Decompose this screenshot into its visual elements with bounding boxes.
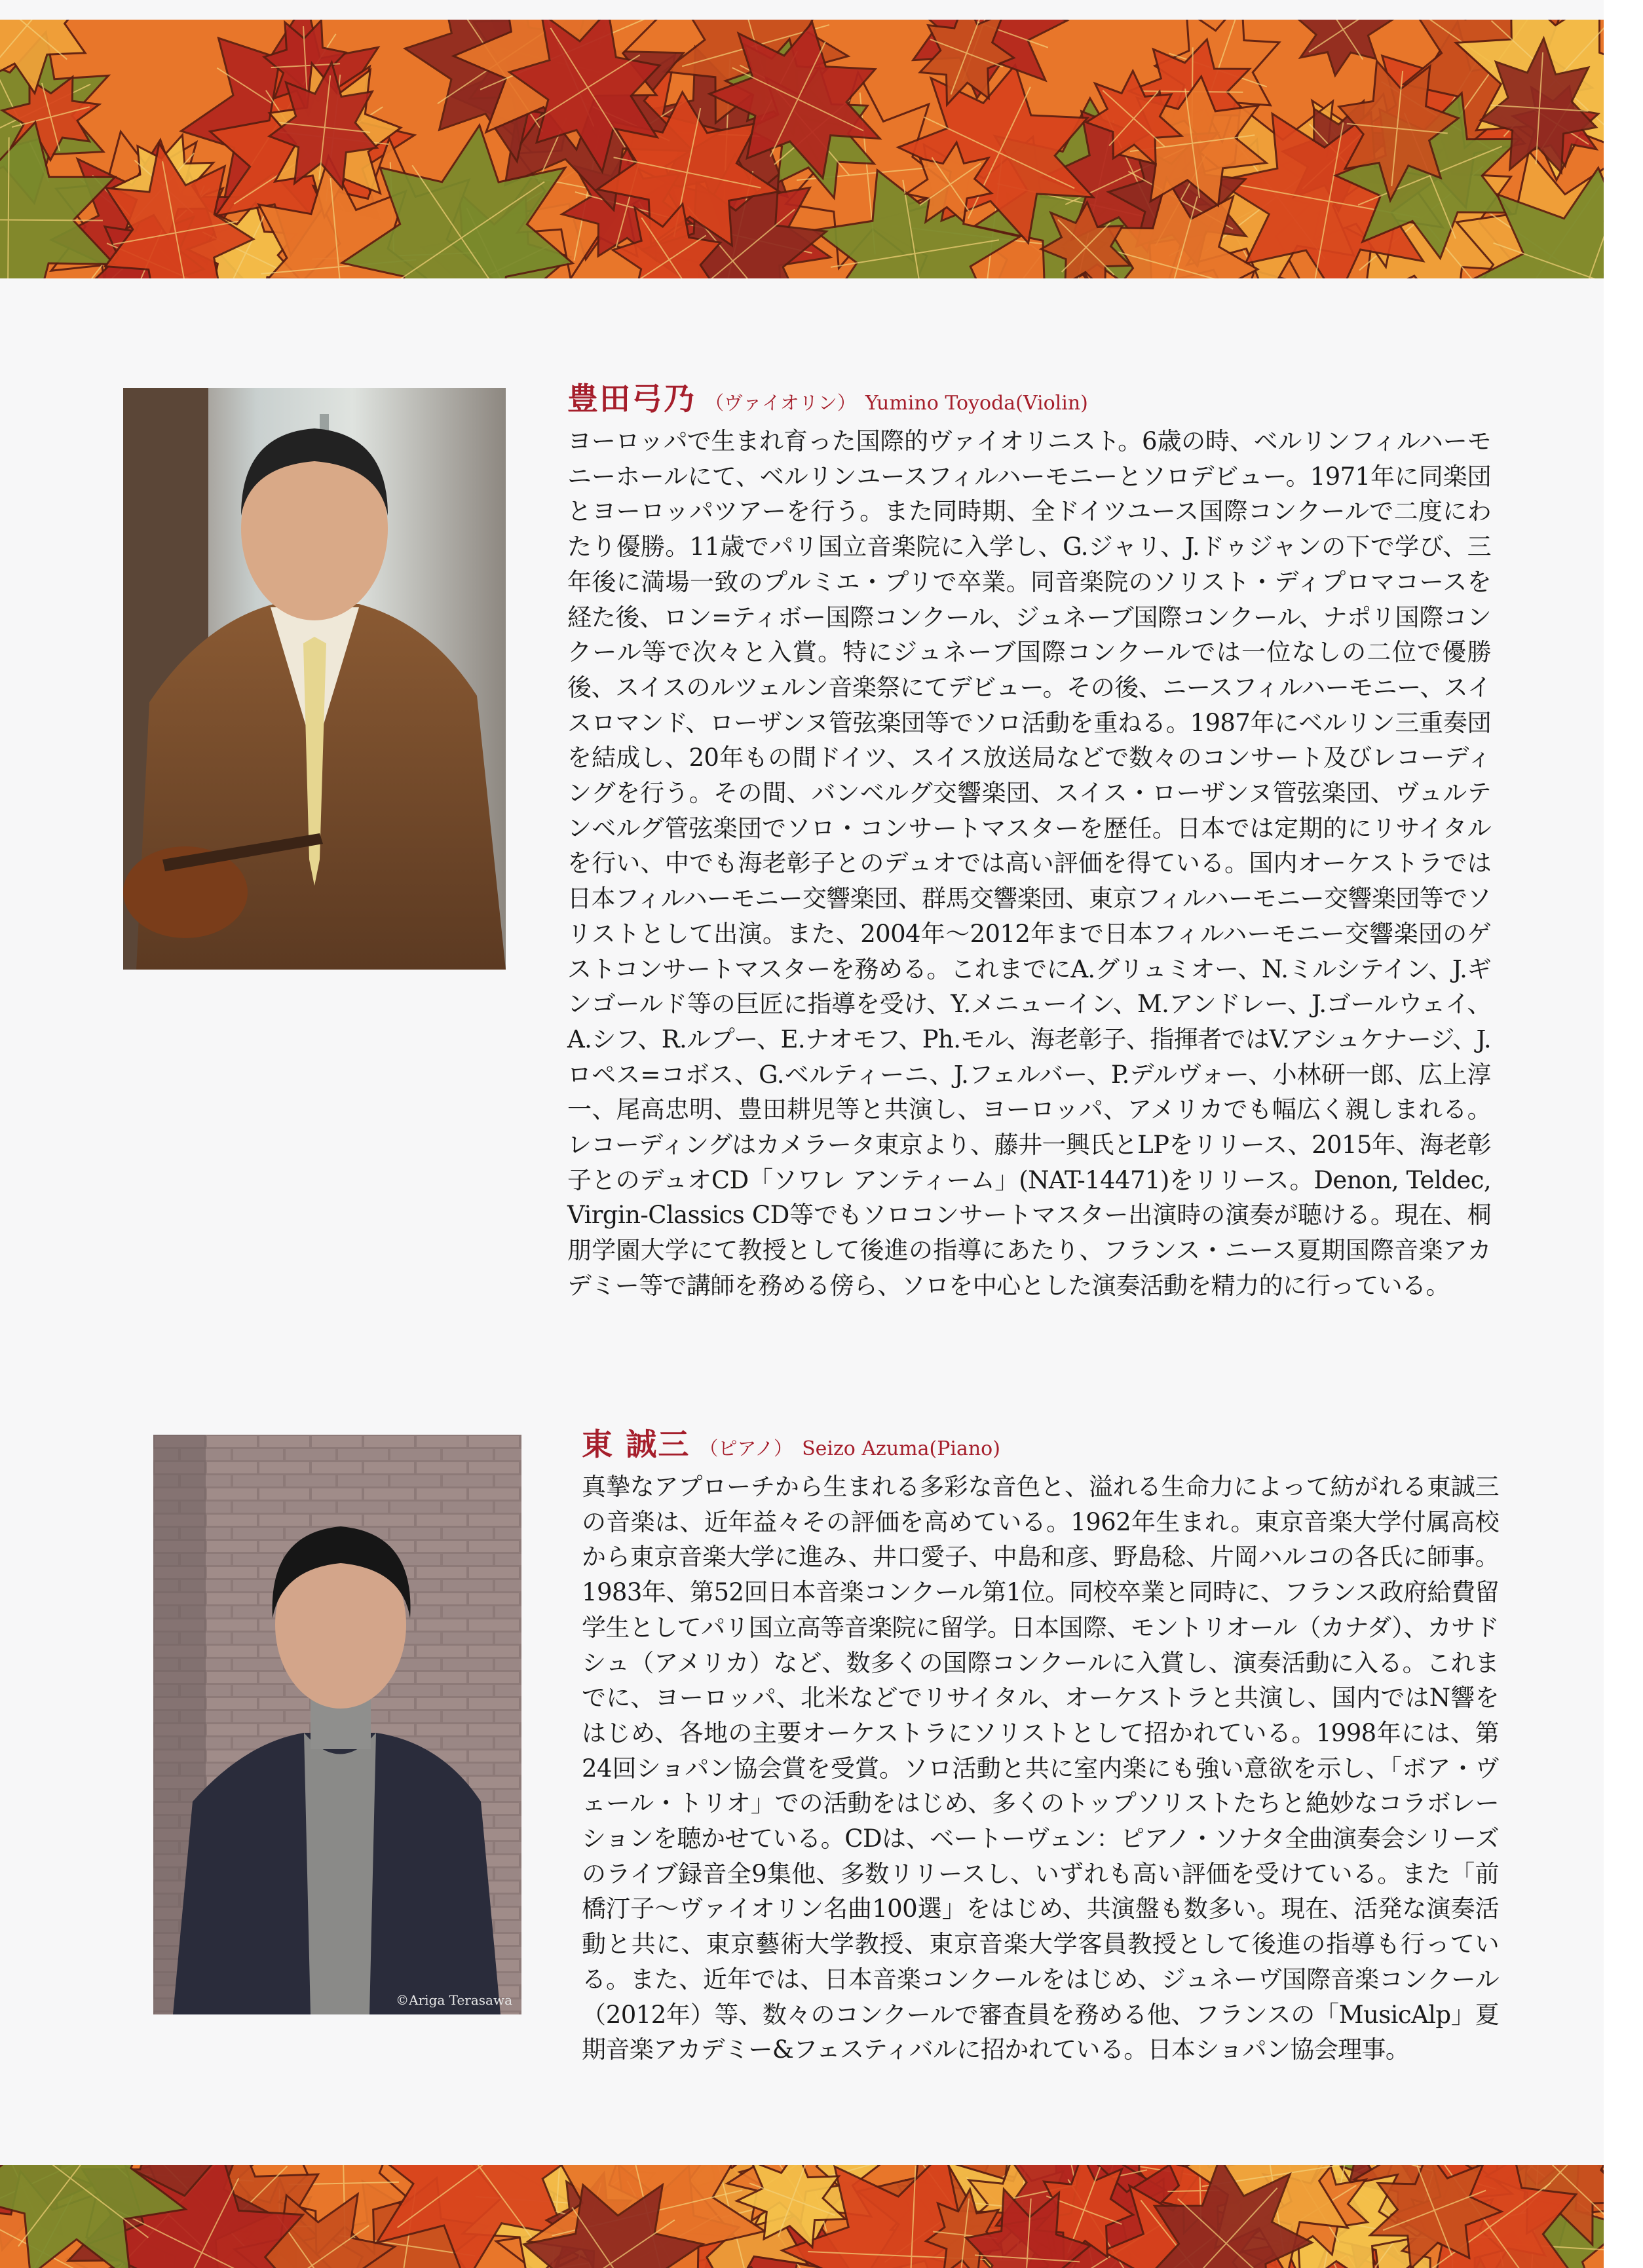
- pianist-portrait: [153, 1435, 521, 2014]
- performer-name-roman: Yumino Toyoda(Violin): [865, 392, 1088, 415]
- bio-heading: [582, 1420, 1499, 1464]
- pianist-portrait-icon: [153, 1435, 521, 2014]
- page-edge: [1604, 0, 1643, 2268]
- performer-instrument-ja: （ヴァイオリン）: [705, 392, 856, 414]
- autumn-leaves-banner-bottom: [0, 2165, 1604, 2268]
- performer-name-ja: 東 誠三: [582, 1427, 690, 1463]
- autumn-leaves-icon: [0, 20, 1604, 278]
- performer-bio-toyoda: [567, 375, 1491, 1304]
- violinist-portrait: [123, 388, 506, 970]
- violinist-portrait-icon: [123, 388, 506, 970]
- performer-biography: 真摯なアプローチから生まれる多彩な音色と、溢れる生命力によって紡がれる東誠三の音楽は、近年益々その評価を高めている。1962年生まれ。東京音楽大学付属高校から東京音楽大学に進み、井口愛子、中島和彦、野島稔、片岡ハルコの各氏に師事。1983年、第52回日本音楽コンクール第1位。同校卒業と同時に、フランス政府給費留学生としてパリ国立高等音楽院に留学。日本国際、モントリオール（カナダ）、カサドシュ（アメリカ）など、数多くの国際コンクールに入賞し、演奏活動に入る。これまでに、ヨーロッパ、北米などでリサイタル、オーケストラと共演し、国内ではN響をはじめ、各地の主要オーケストラにソリストとして招かれている。1998年には、第24回ショパン協会賞を受賞。ソロ活動と共に室内楽にも強い意欲を示し、「ボア・ヴェール・トリオ」での活動をはじめ、多くのトップソリストたちと絶妙なコラボレーションを聴かせている。CDは、ベートーヴェン：ピアノ・ソナタ全曲演奏会シリーズのライブ録音全9集他、多数リリースし、いずれも高い評価を受けている。また「前橋汀子～ヴァイオリン名曲100選」をはじめ、共演盤も数多い。現在、活発な演奏活動と共に、東京藝術大学教授、東京音楽大学客員教授として後進の指導も行っている。また、近年では、日本音楽コンクールをはじめ、ジュネーヴ国際音楽コンクール（2012年）等、数々のコンクールで審査員を務める他、フランスの「MusicAlp」夏期音楽アカデミー&フェスティバルに招かれている。日本ショパン協会理事。: [582, 1473, 1499, 2064]
- performer-bio-azuma: [582, 1420, 1499, 2068]
- autumn-leaves-icon: [0, 2165, 1604, 2268]
- performer-instrument-ja: （ピアノ）: [699, 1437, 793, 1460]
- performer-biography: ヨーロッパで生まれ育った国際的ヴァイオリニスト。6歳の時、ベルリンフィルハーモニーホールにて、ベルリンユースフィルハーモニーとソロデビュー。1971年に同楽団とヨーロッパツアーを行う。また同時期、全ドイツユース国際コンクールで二度にわたり優勝。11歳でパリ国立音楽院に入学し、G.ジャリ、J.ドゥジャンの下で学び、三年後に満場一致のプルミエ・プリで卒業。同音楽院のソリスト・ディプロマコースを経た後、ロン=ティボー国際コンクール、ジュネーブ国際コンクール、ナポリ国際コンクール等で次々と入賞。特にジュネーブ国際コンクールでは一位なしの二位で優勝後、スイスのルツェルン音楽祭にてデビュー。その後、ニースフィルハーモニー、スイスロマンド、ローザンヌ管弦楽団等でソロ活動を重ねる。1987年にベルリン三重奏団を結成し、20年もの間ドイツ、スイス放送局などで数々のコンサート及びレコーディングを行う。その間、バンベルグ交響楽団、スイス・ローザンヌ管弦楽団、ヴュルテンベルグ管弦楽団でソロ・コンサートマスターを歴任。日本では定期的にリサイタルを行い、中でも海老彰子とのデュオでは高い評価を得ている。国内オーケストラでは日本フィルハーモニー交響楽団、群馬交響楽団、東京フィルハーモニー交響楽団等でソリストとして出演。また、2004年～2012年まで日本フィルハーモニー交響楽団のゲストコンサートマスターを務める。これまでにA.グリュミオー、N.ミルシテイン、J.ギンゴールド等の巨匠に指導を受け、Y.メニューイン、M.アンドレー、J.ゴールウェイ、A.シフ、R.ルプー、E.ナオモフ、Ph.モル、海老彰子、指揮者ではV.アシュケナージ、J.ロペス=コボス、G.ベルティーニ、J.フェルバー、P.デルヴォー、小林研一郎、広上淳一、尾高忠明、豊田耕児等と共演し、ヨーロッパ、アメリカでも幅広く親しまれる。レコーディングはカメラータ東京より、藤井一興氏とLPをリリース、2015年、海老彰子とのデュオCD「ソワレ アンティーム」(NAT-14471)をリリース。Denon, Teldec, Virgin-Classics CD等でもソロコンサートマスター出演時の演奏が聴ける。現在、桐朋学園大学にて教授として後進の指導にあたり、フランス・ニース夏期国際音楽アカデミー等で講師を務める傍ら、ソロを中心とした演奏活動を精力的に行っている。: [567, 427, 1491, 1300]
- autumn-leaves-banner-top: [0, 20, 1604, 278]
- bio-heading: [567, 375, 1491, 419]
- photo-credit: ©Ariga Terasawa: [396, 1992, 512, 2008]
- performer-name-ja: 豊田弓乃: [567, 381, 696, 417]
- performer-name-roman: Seizo Azuma(Piano): [802, 1437, 1000, 1460]
